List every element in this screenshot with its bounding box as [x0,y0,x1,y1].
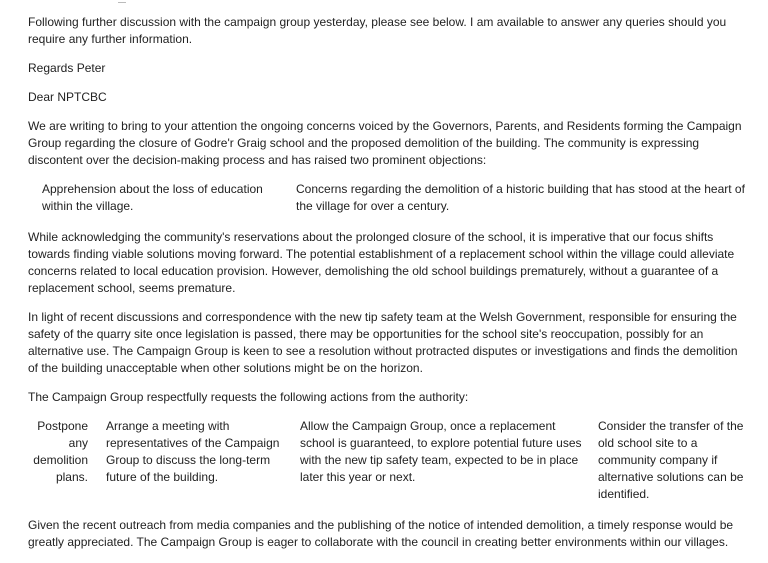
objection-item: Concerns regarding the demolition of a historic building that has stood at the heart of the village for over a century. [296,182,745,213]
objections-list [42,181,748,215]
closing-paragraph: Given the recent outreach from media companies and the publishing of the notice of intended demolition, a timely response would be greatly appreciated. The Campaign Group is eager to collaborate with the council in creating better environments within our villages. [28,518,734,549]
sign-off: Regards Peter [28,61,106,75]
salutation: Dear NPTCBC [28,90,107,104]
action-item: Postpone any demolition plans. [33,419,88,484]
actions-list [28,418,748,503]
concerns-paragraph: We are writing to bring to your attention the ongoing concerns voiced by the Governors, Parents, and Residents forming the Campaign Group regarding the closure of Godre'r Graig school and the proposed demolition of the building. The community is expressing discontent over the decision-making process and has raised two prominent objections: [28,119,742,167]
acknowledgement-paragraph: While acknowledging the community's reservations about the prolonged closure of the school, it is imperative that our focus shifts towards finding viable solutions moving forward. The potential establishment of a replacement school within the village could alleviate concerns related to local education provision. However, demolishing the old school buildings prematurely, without a guarantee of a replacement school, seems premature. [28,230,735,295]
email-body [28,14,748,563]
objection-item: Apprehension about the loss of education within the village. [42,182,263,213]
intro-paragraph: Following further discussion with the campaign group yesterday, please see below. I am available to answer any queries should you require any further information. [28,15,727,46]
action-item: Arrange a meeting with representatives of the Campaign Group to discuss the long-term future of the building. [106,419,280,484]
requests-intro: The Campaign Group respectfully requests the following actions from the authority: [28,390,469,404]
action-item: Consider the transfer of the old school site to a community company if alternative solutions can be identified. [598,419,744,501]
action-item: Allow the Campaign Group, once a replacement school is guaranteed, to explore potential future uses with the new tip safety team, expected to be in place later this year or next. [300,419,582,484]
top-edge-fragment [118,0,126,3]
tip-safety-paragraph: In light of recent discussions and correspondence with the new tip safety team at the Welsh Government, responsible for ensuring the safety of the quarry site once legislation is passed, there may be opportunities for the school site's reoccupation, possibly for an alternative use. The Campaign Group is keen to see a resolution without protracted disputes or investigations and finds the demolition of the building unacceptable when other solutions might be on the horizon. [28,310,738,375]
